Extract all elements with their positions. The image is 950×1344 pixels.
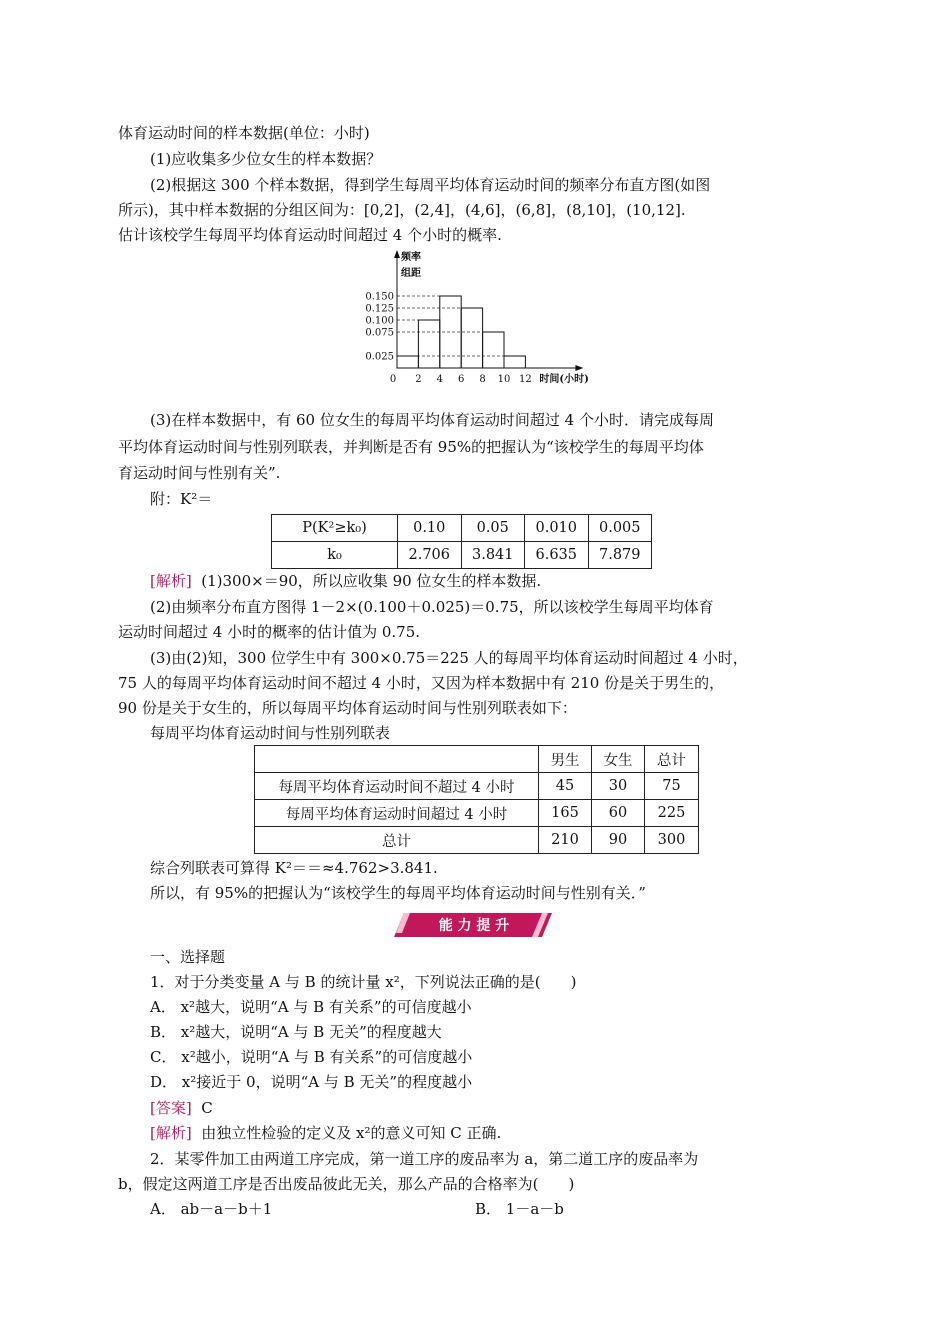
y-tick-label: 0.150 <box>365 291 394 303</box>
question-part-3: (3)在样本数据中，有 60 位女生的每周平均体育运动时间超过 4 个小时．请完成每周 <box>150 411 714 429</box>
analysis-text: (1)300×＝90，所以应收集 90 位女生的样本数据. <box>201 572 542 590</box>
x-tick-label: 6 <box>458 374 465 385</box>
option-a: A． ab－a－b＋1 <box>150 1200 273 1218</box>
text-line: b，假定这两道工序是否出废品彼此无关，那么产品的合格率为( ) <box>118 1175 575 1193</box>
table-cell: 0.010 <box>525 515 589 542</box>
explanation-line <box>150 1123 501 1143</box>
table-row <box>255 773 699 800</box>
table-cell: 210 <box>539 827 592 854</box>
x-tick-label: 12 <box>519 374 532 385</box>
table-row <box>255 800 699 827</box>
x-tick-label: 8 <box>479 374 486 385</box>
explanation-text: 由独立性检验的定义及 x²的意义可知 C 正确. <box>201 1124 502 1142</box>
option-b: B． 1－a－b <box>475 1200 564 1218</box>
answer-tag: [答案] <box>150 1099 192 1117</box>
y-tick-label: 0.075 <box>365 327 394 339</box>
table-row <box>255 746 699 773</box>
text-line: 运动时间超过 4 小时的概率的估计值为 0.75. <box>118 623 421 641</box>
option-d: D． x²接近于 0，说明“A 与 B 无关”的程度越小 <box>150 1073 473 1091</box>
question-part-1: (1)应收集多少位女生的样本数据？ <box>150 150 382 168</box>
histogram-bar <box>483 332 504 368</box>
text-line: 75 人的每周平均体育运动时间不超过 4 小时，又因为样本数据中有 210 份是关于男生的， <box>118 674 725 692</box>
table-cell: 225 <box>645 800 699 827</box>
option-b: B． x²越大，说明“A 与 B 无关”的程度越大 <box>150 1023 442 1041</box>
question-1: 1．对于分类变量 A 与 B 的统计量 x²，下列说法正确的是( ) <box>150 973 577 991</box>
histogram-bar <box>418 320 439 368</box>
text-line: 育运动时间与性别有关”. <box>118 464 281 482</box>
y-axis-arrow <box>394 250 400 258</box>
histogram-bar <box>461 308 482 368</box>
table-cell: 60 <box>592 800 645 827</box>
origin-label: 0 <box>389 374 397 385</box>
table-cell: 75 <box>645 773 699 800</box>
x-axis-label: 时间(小时) <box>539 374 589 385</box>
explanation-tag: [解析] <box>150 1124 192 1142</box>
text-line: 所以，有 95%的把握认为“该校学生的每周平均体育运动时间与性别有关．” <box>150 884 646 902</box>
table-cell: k₀ <box>272 542 398 569</box>
table-cell: 0.10 <box>398 515 462 542</box>
answer-line <box>150 1098 213 1118</box>
y-tick-label: 0.100 <box>365 315 394 327</box>
text-line: 所示)，其中样本数据的分组区间为：[0,2]，(2,4]，(4,6]，(6,8]，(8,10]，(10,12]. <box>118 201 686 219</box>
table-cell: 每周平均体育运动时间超过 4 小时 <box>255 800 539 827</box>
table-cell: 每周平均体育运动时间不超过 4 小时 <box>255 773 539 800</box>
answer-value: C <box>201 1099 213 1117</box>
table-cell: 6.635 <box>525 542 589 569</box>
table-cell: 女生 <box>592 746 645 773</box>
text-line: (3)由(2)知，300 位学生中有 300×0.75＝225 人的每周平均体育运动时间超过 4 小时， <box>150 649 748 667</box>
table-cell: 300 <box>645 827 699 854</box>
text-line: (2)由频率分布直方图得 1－2×(0.100＋0.025)＝0.75，所以该校学生每周平均体育 <box>150 598 714 616</box>
contingency-table <box>254 745 699 854</box>
table-cell: 总计 <box>255 827 539 854</box>
analysis-line <box>150 571 541 591</box>
banner-title: 能 力 提 升 <box>438 918 510 934</box>
table-cell: 2.706 <box>398 542 462 569</box>
table-cell: 30 <box>592 773 645 800</box>
option-a: A． x²越大，说明“A 与 B 有关系”的可信度越小 <box>150 998 472 1016</box>
x-tick-label: 10 <box>497 374 511 385</box>
text-line: 平均体育运动时间与性别列联表，并判断是否有 95%的把握认为“该校学生的每周平均体 <box>118 438 704 456</box>
x-axis-arrow <box>575 365 583 371</box>
analysis-tag: [解析] <box>150 572 192 590</box>
y-axis-label: 频率 <box>401 252 421 263</box>
section-banner <box>392 911 552 939</box>
histogram-bar <box>397 356 418 368</box>
table-caption: 每周平均体育运动时间与性别列联表 <box>150 724 391 742</box>
table-row <box>272 542 652 569</box>
table-cell <box>255 746 539 773</box>
table-row <box>255 827 699 854</box>
critical-value-table <box>271 514 652 569</box>
table-cell: P(K²≥k₀) <box>272 515 398 542</box>
table-cell: 0.05 <box>461 515 525 542</box>
table-cell: 总计 <box>645 746 699 773</box>
text-line: 估计该校学生每周平均体育运动时间超过 4 个小时的概率. <box>118 226 502 244</box>
table-cell: 男生 <box>539 746 592 773</box>
frequency-histogram <box>355 248 655 408</box>
y-axis-label: 组距 <box>401 268 421 279</box>
y-tick-label: 0.025 <box>365 351 394 363</box>
table-cell: 90 <box>592 827 645 854</box>
y-tick-label: 0.125 <box>365 303 394 315</box>
table-cell: 7.879 <box>588 542 652 569</box>
formula-label: 附：K²＝ <box>150 490 213 508</box>
x-tick-label: 2 <box>415 374 422 385</box>
question-part-2: (2)根据这 300 个样本数据，得到学生每周平均体育运动时间的频率分布直方图(如图 <box>150 176 711 194</box>
table-cell: 165 <box>539 800 592 827</box>
table-cell: 45 <box>539 773 592 800</box>
table-cell: 0.005 <box>588 515 652 542</box>
table-cell: 3.841 <box>461 542 525 569</box>
text-line: 综合列联表可算得 K²＝＝≈4.762>3.841. <box>150 859 438 877</box>
x-tick-label: 4 <box>436 374 443 385</box>
table-row <box>272 515 652 542</box>
question-2: 2．某零件加工由两道工序完成，第一道工序的废品率为 a，第二道工序的废品率为 <box>150 1150 699 1168</box>
text-line: 体育运动时间的样本数据(单位：小时) <box>118 124 370 142</box>
section-heading: 一、选择题 <box>150 948 226 966</box>
text-line: 90 份是关于女生的，所以每周平均体育运动时间与性别列联表如下： <box>118 699 577 717</box>
option-c: C． x²越小，说明“A 与 B 有关系”的可信度越小 <box>150 1048 473 1066</box>
histogram-bar <box>504 356 525 368</box>
